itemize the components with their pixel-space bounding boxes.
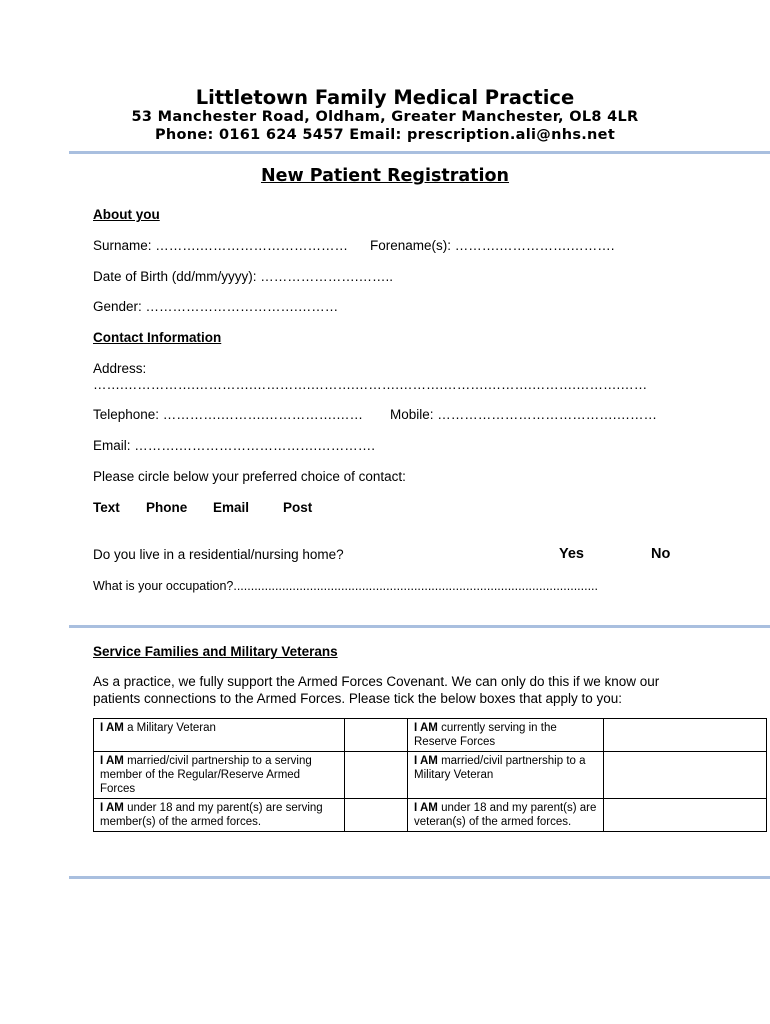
choice-text[interactable]: Text [93,500,120,515]
veterans-intro: As a practice, we fully support the Armed Forces Covenant. We can only do this if we know our patients connections to the Armed Forces. Please tick the below boxes that apply to you: [93,674,660,706]
gender-field[interactable]: Gender: …………………………….……… [93,299,339,314]
about-you-heading: About you [93,207,160,222]
choice-post[interactable]: Post [283,500,313,515]
footer-divider [69,876,770,879]
veteran-option-5: I AM under 18 and my parent(s) are serving member(s) of the armed forces. [94,799,345,832]
contact-info-heading: Contact Information [93,330,222,345]
residential-yes[interactable]: Yes [559,546,584,562]
veteran-checkbox-3[interactable] [345,752,408,799]
header-divider [69,151,770,154]
practice-name: Littletown Family Medical Practice [195,86,575,109]
veteran-checkbox-4[interactable] [604,752,767,799]
email-field[interactable]: Email: ……….………………………….…………. [93,438,376,453]
table-row [94,799,767,832]
veteran-checkbox-5[interactable] [345,799,408,832]
veterans-table [93,718,767,832]
veteran-option-2: I AM currently serving in the Reserve Forces [408,719,604,752]
veteran-option-6: I AM under 18 and my parent(s) are veteran(s) of the armed forces. [408,799,604,832]
veteran-option-3: I AM married/civil partnership to a serving member of the Regular/Reserve Armed Forces [94,752,345,799]
address-field[interactable]: …….…………….………….………….……….……….……….……….……….……….……….…… [93,377,648,392]
residential-question: Do you live in a residential/nursing home? [93,547,344,562]
veteran-checkbox-2[interactable] [604,719,767,752]
telephone-field[interactable]: Telephone: ………….……….…………….…… [93,407,364,422]
table-row [94,752,767,799]
choice-email[interactable]: Email [213,500,250,515]
veterans-heading: Service Families and Military Veterans [93,644,338,659]
section-divider [69,625,770,628]
veteran-option-1: I AM a Military Veteran [94,719,345,752]
veteran-checkbox-6[interactable] [604,799,767,832]
practice-address: 53 Manchester Road, Oldham, Greater Manchester, OL8 4LR [131,109,639,125]
forenames-field[interactable]: Forename(s): ……….…………….………. [370,238,615,253]
residential-no[interactable]: No [651,546,671,562]
form-title: New Patient Registration [260,166,510,186]
occupation-field[interactable]: What is your occupation?......................................................................................................... [93,579,599,593]
surname-field[interactable]: Surname: ……….…………………………… [93,238,349,253]
address-label: Address: [93,361,147,376]
table-row [94,719,767,752]
veteran-checkbox-1[interactable] [345,719,408,752]
mobile-field[interactable]: Mobile: ………………………………….……… [390,407,658,422]
veteran-option-4: I AM married/civil partnership to a Military Veteran [408,752,604,799]
practice-contact: Phone: 0161 624 5457 Email: prescription.ali@nhs.net [154,127,616,143]
preferred-contact-prompt: Please circle below your preferred choice of contact: [93,469,406,484]
dob-field[interactable]: Date of Birth (dd/mm/yyyy): ………………….…….. [93,269,394,284]
choice-phone[interactable]: Phone [146,500,188,515]
